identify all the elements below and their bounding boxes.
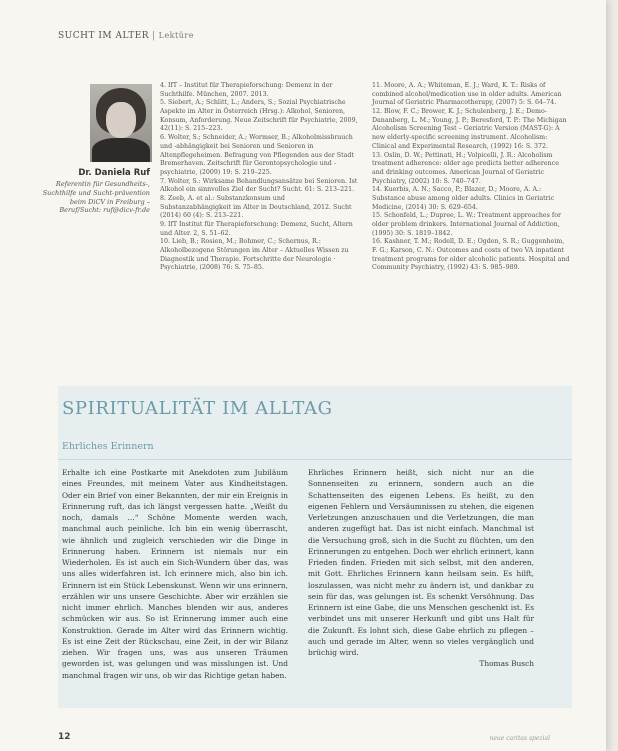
essay-column-right [308, 467, 534, 670]
reference-item: 5. Siebert, A.; Schlitt, L.; Anders, S.; Sozial Psychiatrische Aspekte im Alter in Österreich (Hrsg.): Alkohol, Senioren, Konsum, Anforderung. Neue Zeitschrift für Psychiatrie, 2009, 42(11): S. 215–223. [160, 99, 358, 133]
author-role: Referentin für Gesundheits-, Suchthilfe und Sucht-prävention beim DiCV in Freiburg – Beruf/Sucht: ruf@dicv-fr.de [42, 180, 150, 215]
essay-text-left: Erhalte ich eine Postkarte mit Anekdoten zum Jubiläum eines Freundes, mit meinem Vater aus Kindheitstagen. Oder ein Brief von einer Bekannten, der mir ein Ereignis in Erinnerung ruft, das ich längst vergessen hatte. „Weißt du noch, damals …“ Schöne Momente werden wach, manchmal auch peinliche. Ich bin ein wenig überrascht, wie ähnlich und zugleich verschieden wir die Dinge in Erinnerung haben. Erinnern ist niemals nur ein Wiederholen. Es ist auch ein Sich-Wundern über das, was uns alles widerfahren ist. Ich erinnere mich, also bin ich. Erinnern ist ein Stück Lebenskunst. Wenn wir uns erinnern, erzählen wir uns unsere Geschichte. Aber wir erzählen sie nicht immer ehrlich. Manches blenden wir aus, anderes schmücken wir aus. So ist Erinnerung immer auch eine Konstruktion. Gerade im Alter wird das Erinnern wichtig. Es ist eine Zeit der Rückschau, eine Zeit, in der wir Bilanz ziehen. Wir fragen uns, was aus unseren Träumen geworden ist, was gelungen und was misslungen ist. Und manchmal fragen wir uns, ob wir das Richtige getan haben. [62, 468, 288, 680]
reference-item: 16. Kashner, T. M.; Rodell, D. E.; Ogden, S. R.; Guggenheim, F. G.; Karson, C. N.: Outcomes and costs of two VA inpatient treatment programs for older alcoholic patients. Hospital and Community Psychiatry, (1992) 43: S. 985–989. [372, 238, 570, 272]
header-title: SUCHT IM ALTER [58, 31, 150, 41]
page-number: 12 [58, 732, 71, 742]
author-name: Dr. Daniela Ruf [78, 168, 150, 178]
reference-item: 14. Kuerbis, A. N.; Sacco, P.; Blazer, D.; Moore, A. A.: Substance abuse among older adults. Clinics in Geriatric Medicine, (2014) 30: S. 629–654. [372, 186, 555, 211]
essay-column-left [62, 467, 288, 681]
magazine-name: neue caritas spezial [489, 735, 550, 742]
box-title: SPIRITUALITÄT IM ALLTAG [62, 398, 333, 419]
box-divider [58, 459, 572, 460]
references-right-column [372, 82, 570, 273]
running-header [58, 31, 194, 41]
author-photo-face [106, 102, 136, 138]
essay-signature: Thomas Busch [479, 659, 534, 669]
reference-item: 13. Oslin, D. W.; Pettinati, H.; Volpicelli, J. R.: Alcoholism treatment adherence: older age predicts better adherence and drinking outcomes. American Journal of Geriatric Psychiatry, (2002) 10: S. 740–747. [372, 151, 559, 185]
reference-item: 6. Wolter, S.; Schneider, A.; Wormser, B.; Alkoholmissbrauch und -abhängigkeit bei Senioren und Senioren in Altenpflegeheimen. Befragung von Pflegenden aus der Stadt Bremerhaven. Zeitschrift für Gerontopsychologie und -psychiatrie, (2009) 19: S. 219–225. [160, 134, 354, 176]
reference-item: 8. Zeeb, A. et al.: Substanzkonsum und Substanzabhängigkeit im Alter in Deutschland, 2012. Sucht (2014) 60 (4): S. 213–221. [160, 194, 352, 220]
reference-item: 4. IfT – Institut für Therapieforschung: Demenz in der Suchthilfe. München, 2007. 2013. [160, 82, 333, 98]
reference-item: 12. Blow, F. C.; Brower, K. J.; Schulenberg, J. E.; Demo-Dananberg, L. M.; Young, J. P.; Beresford, T. P.: The Michigan Alcoholism Screening Test – Geriatric Version (MAST-G): A new elderly-specific screening instrument. Alcoholism: Clinical and Experimental Research, (1992) 16: S. 372. [372, 108, 567, 150]
header-separator: | [152, 31, 156, 41]
essay-text-right: Ehrliches Erinnern heißt, sich nicht nur an die Sonnenseiten zu erinnern, sondern auch an die Schattenseiten des eigenen Lebens. Es heißt, zu den eigenen Fehlern und Versäumnissen zu stehen, die eigenen Verletzungen anzuschauen und die Verletzungen, die man anderen zugefügt hat. Das ist nicht einfach. Manchmal ist die Versuchung groß, sich in die Sucht zu flüchten, um den Erinnerungen zu entgehen. Doch wer ehrlich erinnert, kann Frieden finden. Frieden mit sich selbst, mit den anderen, mit Gott. Ehrliches Erinnern kann heilsam sein. Es hilft, loszulassen, was nicht mehr zu ändern ist, und dankbar zu sein für das, was gelungen ist. Es schenkt Versöhnung. Das Erinnern ist eine Gabe, die uns Menschen geschenkt ist. Es verbindet uns mit unserer Herkunft und gibt uns Halt für die Zukunft. Es lohnt sich, diese Gabe ehrlich zu pflegen – auch und gerade im Alter, wenn so vieles vergänglich und brüchig wird. [308, 468, 534, 657]
reference-item: 7. Wolter, S.: Wirksame Behandlungsansätze bei Senioren. Ist Alkohol ein sinnvolles Ziel der Sucht? Sucht. 61: S. 213–221. [160, 177, 358, 194]
header-section: Lektüre [158, 31, 194, 40]
reference-item: 9. IfT Institut für Therapieforschung: Demenz, Sucht, Altern und Alter. 2, S. 51–62. [160, 221, 353, 237]
reference-item: 15. Schonfeld, L.; Dupree, L. W.: Treatment approaches for older problem drinkers. International Journal of Addiction, (1995) 30: S. 1819–1842. [372, 212, 562, 237]
author-photo [90, 84, 152, 162]
reference-item: 10. Lieb, B.; Rosien, M.; Bohmer, C.; Schernus, R.: Alkoholbezogene Störungen im Alter – Aktuelles Wissen zu Diagnostik und Therapie. Fortschritte der Neurologie · Psychiatrie, (2008) 76: S. 75–85. [160, 238, 349, 272]
reference-item: 11. Moore, A. A.; Whiteman, E. J.; Ward, K. T.: Risks of combined alcohol/medication use in older adults. American Journal of Geriatric Pharmacotherapy, (2007) 5: S. 64–74. [372, 82, 562, 107]
references-left-column [160, 82, 358, 273]
box-subtitle: Ehrliches Erinnern [62, 441, 154, 452]
author-photo-body [92, 138, 150, 162]
